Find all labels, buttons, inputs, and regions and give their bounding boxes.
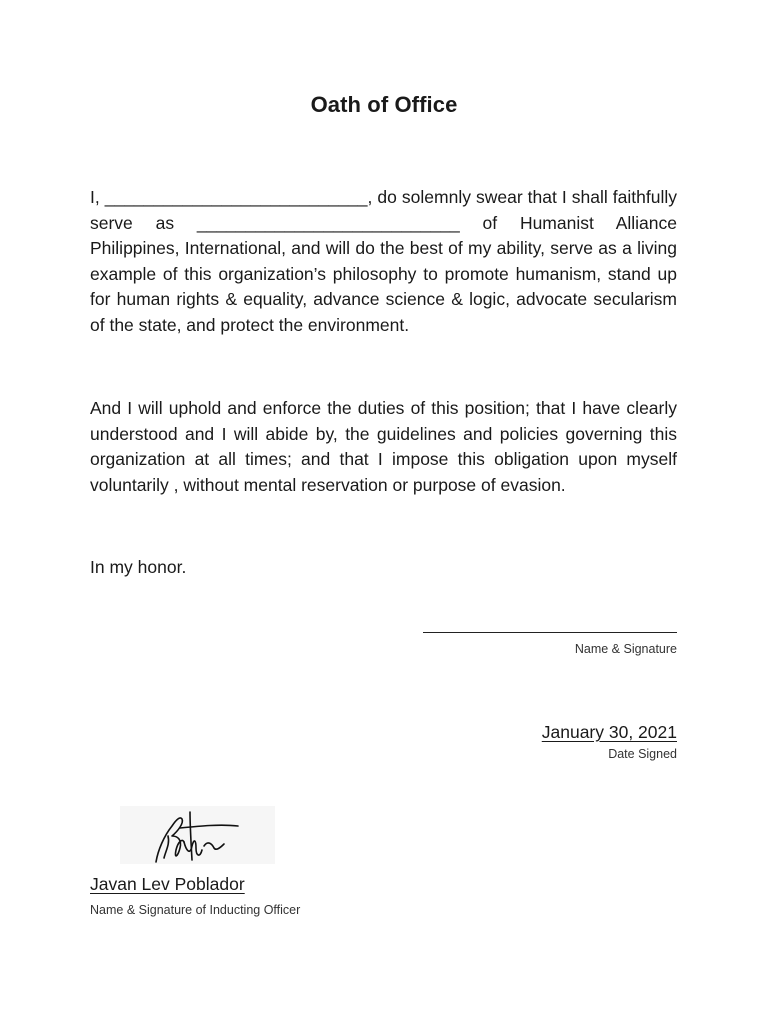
date-signed-value: January 30, 2021 <box>541 722 677 742</box>
document-title: Oath of Office <box>310 92 458 117</box>
inducting-officer-label: Name & Signature of Inducting Officer <box>90 903 301 917</box>
signature-drawing <box>120 806 275 864</box>
oath-paragraph-1: I, ___________________________, do solemnly swear that I shall faithfully serve as ___________________________ of Humanist Alliance Philippines, International, and will do the best of my ability, serve as a living example of this organization’s philosophy to promote humanism, stand up for human rights & equality, advance science & logic, advocate secularism of the state, and protect the environment. <box>90 187 677 335</box>
inducting-officer-name: Javan Lev Poblador <box>90 874 245 894</box>
handwritten-signature <box>120 806 275 864</box>
signature-label: Name & Signature <box>574 642 677 656</box>
oath-paragraph-2: And I will uphold and enforce the duties of this position; that I have clearly understood and I will abide by, the guidelines and policies governing this organization at all times; and that I impose this obligation upon myself voluntarily , without mental reservation or purpose of evasion. <box>90 398 677 495</box>
signature-line <box>423 632 677 633</box>
oath-closing: In my honor. <box>90 557 187 577</box>
date-signed-label: Date Signed <box>608 747 677 761</box>
